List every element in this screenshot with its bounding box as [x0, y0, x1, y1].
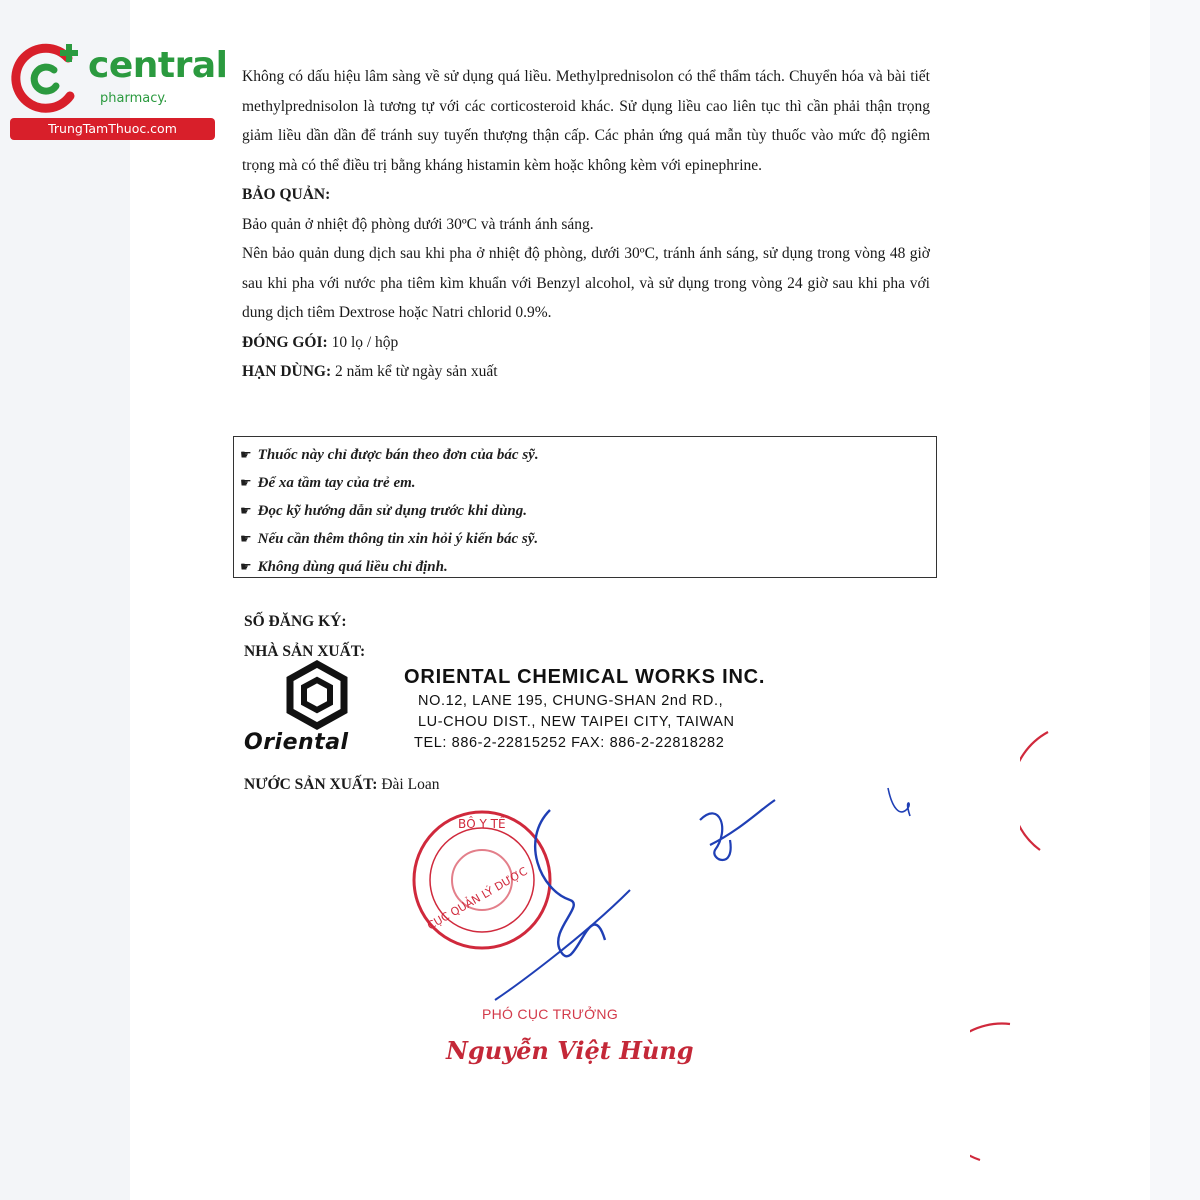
warning-text: Để xa tầm tay của trẻ em.	[257, 475, 416, 491]
brand-name: central	[88, 45, 228, 86]
warning-item	[240, 553, 936, 581]
packing-label: ĐÓNG GÓI:	[242, 333, 328, 351]
warning-item	[240, 497, 936, 525]
warning-text: Nếu cần thêm thông tin xin hỏi ý kiến bác sỹ.	[257, 531, 539, 547]
origin-value: Đài Loan	[381, 776, 440, 793]
expiry-value: 2 năm kể từ ngày sản xuất	[335, 363, 498, 380]
official-seal-stamp	[400, 780, 700, 1080]
manufacturer-name: ORIENTAL CHEMICAL WORKS INC.	[404, 666, 766, 688]
brand-url-badge: TrungTamThuoc.com	[10, 118, 215, 140]
manufacturer-label: NHÀ SẢN XUẤT:	[244, 643, 366, 660]
packing-value: 10 lọ / hộp	[331, 333, 399, 351]
signer-title: PHÓ CỤC TRƯỞNG	[482, 1006, 619, 1022]
scan-margin-left	[0, 0, 130, 1200]
origin-label: NƯỚC SẢN XUẤT:	[244, 776, 378, 793]
warning-item	[240, 469, 936, 497]
small-initials-signature	[880, 778, 920, 828]
warning-text: Đọc kỹ hướng dẫn sử dụng trước khi dùng.	[257, 503, 528, 519]
manufacturer-address-2: LU-CHOU DIST., NEW TAIPEI CITY, TAIWAN	[418, 714, 735, 730]
packing-row	[242, 328, 930, 358]
initials-signature	[690, 790, 790, 880]
document-body	[242, 62, 930, 387]
central-pharmacy-logo-icon	[10, 40, 90, 116]
warning-text: Không dùng quá liều chỉ định.	[257, 559, 448, 575]
overdose-paragraph: Không có dấu hiệu lâm sàng về sử dụng quá liều. Methylprednisolon có thể thẩm tách. Chuyển hóa và bài tiết methylprednisolon là tương tự với các corticosteroid khác. Sử dụng liều cao liên tục thì cần phải thận trọng giảm liều dần dần để tránh suy tuyến thượng thận cấp. Các phản ứng quá mẫn tùy thuốc vào mức độ ngiêm trọng mà có thể điều trị bằng kháng histamin kèm hoặc không kèm với epinephrine.	[242, 68, 930, 174]
pointing-hand-icon: ☛	[240, 559, 252, 574]
warning-item	[240, 525, 936, 553]
warning-list	[234, 437, 936, 581]
manufacturer-info	[404, 663, 765, 754]
brand-watermark	[10, 40, 228, 140]
registration-block	[244, 607, 365, 667]
svg-text:CỤC QUẢN LÝ DƯỢC: CỤC QUẢN LÝ DƯỢC	[425, 864, 530, 933]
warning-box	[233, 436, 937, 578]
warning-item	[240, 441, 936, 469]
scan-margin-right	[1150, 0, 1200, 1200]
signer-name: Nguyễn Việt Hùng	[446, 1036, 694, 1065]
oriental-logo	[244, 660, 394, 760]
registration-number-label: SỐ ĐĂNG KÝ:	[244, 613, 347, 630]
manufacturer-phone-fax: TEL: 886-2-22815252 FAX: 886-2-22818282	[414, 735, 725, 751]
oriental-hexagon-icon	[244, 660, 394, 730]
warning-text: Thuốc này chỉ được bán theo đơn của bác sỹ.	[257, 447, 539, 463]
expiry-row	[242, 357, 930, 387]
expiry-label: HẠN DÙNG:	[242, 363, 332, 380]
pointing-hand-icon: ☛	[240, 475, 252, 490]
storage-line-2: Nên bảo quản dung dịch sau khi pha ở nhiệt độ phòng, dưới 30ºC, tránh ánh sáng, sử dụng trong vòng 48 giờ sau khi pha với nước pha tiêm kìm khuẩn với Benzyl alcohol, và sử dụng trong vòng 24 giờ sau khi pha với dung dịch tiêm Dextrose hoặc Natri chlorid 0.9%.	[242, 245, 930, 321]
pointing-hand-icon: ☛	[240, 447, 252, 462]
partial-seal-right-bottom	[970, 1020, 1020, 1170]
pointing-hand-icon: ☛	[240, 531, 252, 546]
manufacturer-address-1: NO.12, LANE 195, CHUNG-SHAN 2nd RD.,	[418, 693, 724, 709]
partial-seal-right-top	[1020, 730, 1050, 860]
brand-subtitle: pharmacy.	[100, 91, 168, 106]
storage-heading: BẢO QUẢN:	[242, 186, 331, 203]
svg-text:BỘ Y TẾ: BỘ Y TẾ	[458, 817, 506, 831]
oriental-logo-word: Oriental	[244, 730, 349, 755]
storage-line-1: Bảo quản ở nhiệt độ phòng dưới 30ºC và tránh ánh sáng.	[242, 215, 594, 233]
pointing-hand-icon: ☛	[240, 503, 252, 518]
